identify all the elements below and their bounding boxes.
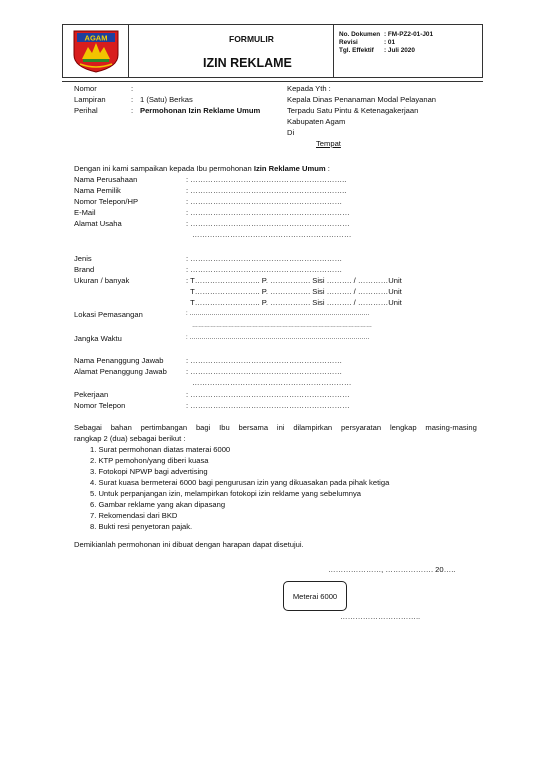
field-blank: : ………………………………………………………: [186, 219, 350, 228]
field-label: Nama Penanggung Jawab: [74, 356, 164, 365]
field-blank-continuation: ………………………………………………………: [192, 230, 352, 239]
field-label: Lokasi Pemasangan: [74, 310, 143, 319]
header-divider: [128, 25, 129, 77]
intro-prefix: Dengan ini kami sampaikan kepada Ibu permohonan: [74, 164, 254, 173]
perihal-value: Permohonan Izin Reklame Umum: [140, 106, 261, 115]
requirement-item: 5. Untuk perpanjangan izin, melampirkan fotokopi izin reklame yang sebelumnya: [90, 489, 361, 498]
address-line-2: Kepala Dinas Penanaman Modal Pelayanan: [287, 95, 437, 104]
word: bagi: [195, 423, 211, 432]
requirements-paragraph-line: rangkap 2 (dua) sebagai berikut :: [74, 434, 186, 443]
field-label: Jangka Waktu: [74, 334, 122, 343]
word: masing-masing: [425, 423, 477, 432]
word: lengkap: [389, 423, 417, 432]
perihal-label: Perihal: [74, 106, 98, 115]
stamp-duty-box: [283, 581, 347, 611]
requirement-item: 7. Rekomendasi dari BKD: [90, 511, 178, 520]
requirement-item: 6. Gambar reklame yang akan dipasang: [90, 500, 226, 509]
size-row: T…………………….. P. ……………. Sisi ………. / …………Unit: [186, 298, 402, 307]
perihal-colon: :: [131, 106, 134, 115]
address-line-3: Terpadu Satu Pintu & Ketenagakerjaan: [287, 106, 419, 115]
field-label: Nama Pemilik: [74, 186, 121, 195]
logo-lettering: AGAM: [84, 33, 108, 43]
field-blank: : ………………………………………………………: [186, 401, 350, 410]
signature-line: …………………………..: [340, 612, 421, 621]
field-blank-continuation: ………………………………………………………: [192, 378, 352, 387]
date-line: …………………, ………………. 20…..: [328, 565, 456, 574]
field-label: Ukuran / banyak: [74, 276, 130, 285]
word: bersama: [238, 423, 269, 432]
field-blank: : ………………………………………………………: [186, 390, 350, 399]
form-label: FORMULIR: [229, 34, 274, 44]
intro-suffix: :: [325, 164, 330, 173]
field-label: Brand: [74, 265, 95, 274]
field-blank: : ………………………………………………………: [186, 208, 350, 217]
requirement-item: 4. Surat kuasa bermeterai 6000 bagi pengurusan izin yang dikuasakan pada pihak ketiga: [90, 478, 390, 487]
closing-text: Demikianlah permohonan ini dibuat dengan harapan dapat disetujui.: [74, 540, 304, 549]
requirement-item: 3. Fotokopi NPWP bagi advertising: [90, 467, 208, 476]
field-blank: : ……………………………………………………: [186, 265, 343, 274]
field-label: E-Mail: [74, 208, 96, 217]
address-line-1: Kepada Yth :: [287, 84, 331, 93]
field-blank: : ………………………………………………………………………………: [186, 335, 370, 341]
revision-label: Revisi: [339, 39, 358, 46]
requirement-item: 8. Bukti resi penyetoran pajak.: [90, 522, 193, 531]
effective-date-label: Tgl. Effektif: [339, 47, 374, 54]
field-blank-continuation: ………………………………………………………………………………: [192, 323, 372, 329]
doc-number-value: : FM-PZ2-01-J01: [384, 31, 434, 38]
lampiran-colon: :: [131, 95, 134, 104]
field-blank: : ……………………………………………………: [186, 356, 343, 365]
field-blank: : ……………………………………………………..: [186, 186, 347, 195]
word: pertimbangan: [140, 423, 188, 432]
stamp-duty-label: Meterai 6000: [292, 591, 338, 601]
word: Sebagai: [74, 423, 102, 432]
page-title: IZIN REKLAME: [203, 56, 292, 70]
word: persyaratan: [341, 423, 382, 432]
address-line-5: Di: [287, 128, 295, 137]
word: bahan: [110, 423, 132, 432]
lampiran-label: Lampiran: [74, 95, 106, 104]
requirements-paragraph-line: [74, 423, 477, 432]
header-divider: [333, 25, 334, 77]
address-line-4: Kabupaten Agam: [287, 117, 346, 126]
field-blank: : ……………………………………………………..: [186, 175, 347, 184]
address-place: Tempat: [316, 139, 341, 148]
nomor-label: Nomor: [74, 84, 97, 93]
intro-text: [74, 164, 330, 173]
document-header: [62, 24, 483, 78]
size-row: : T…………………….. P. ……………. Sisi ………. / …………Unit: [186, 276, 402, 285]
nomor-colon: :: [131, 84, 134, 93]
size-row: T…………………….. P. ……………. Sisi ………. / …………Unit: [186, 287, 402, 296]
field-label: Alamat Penanggung Jawab: [74, 367, 167, 376]
word: Ibu: [219, 423, 230, 432]
word: ini: [276, 423, 285, 432]
intro-bold: Izin Reklame Umum: [253, 164, 326, 173]
field-label: Nomor Telepon: [74, 401, 126, 410]
field-blank: : ……………………………………………………: [186, 197, 343, 206]
agam-regency-logo: [72, 29, 120, 73]
lampiran-value: 1 (Satu) Berkas: [140, 95, 193, 104]
field-blank: : ………………………………………………………………………………: [186, 311, 370, 317]
field-blank: : ……………………………………………………: [186, 254, 343, 263]
field-label: Alamat Usaha: [74, 219, 122, 228]
field-label: Pekerjaan: [74, 390, 109, 399]
field-label: Jenis: [74, 254, 92, 263]
field-blank: : ……………………………………………………: [186, 367, 343, 376]
word: dilampirkan: [293, 423, 333, 432]
field-label: Nama Perusahaan: [74, 175, 138, 184]
header-separator: [62, 81, 483, 82]
requirement-item: 2. KTP pemohon/yang diberi kuasa: [90, 456, 209, 465]
doc-number-label: No. Dokumen: [339, 31, 381, 38]
field-label: Nomor Telepon/HP: [74, 197, 139, 206]
revision-value: : 01: [384, 39, 396, 46]
requirement-item: 1. Surat permohonan diatas materai 6000: [90, 445, 231, 454]
effective-date-value: : Juli 2020: [384, 47, 415, 54]
